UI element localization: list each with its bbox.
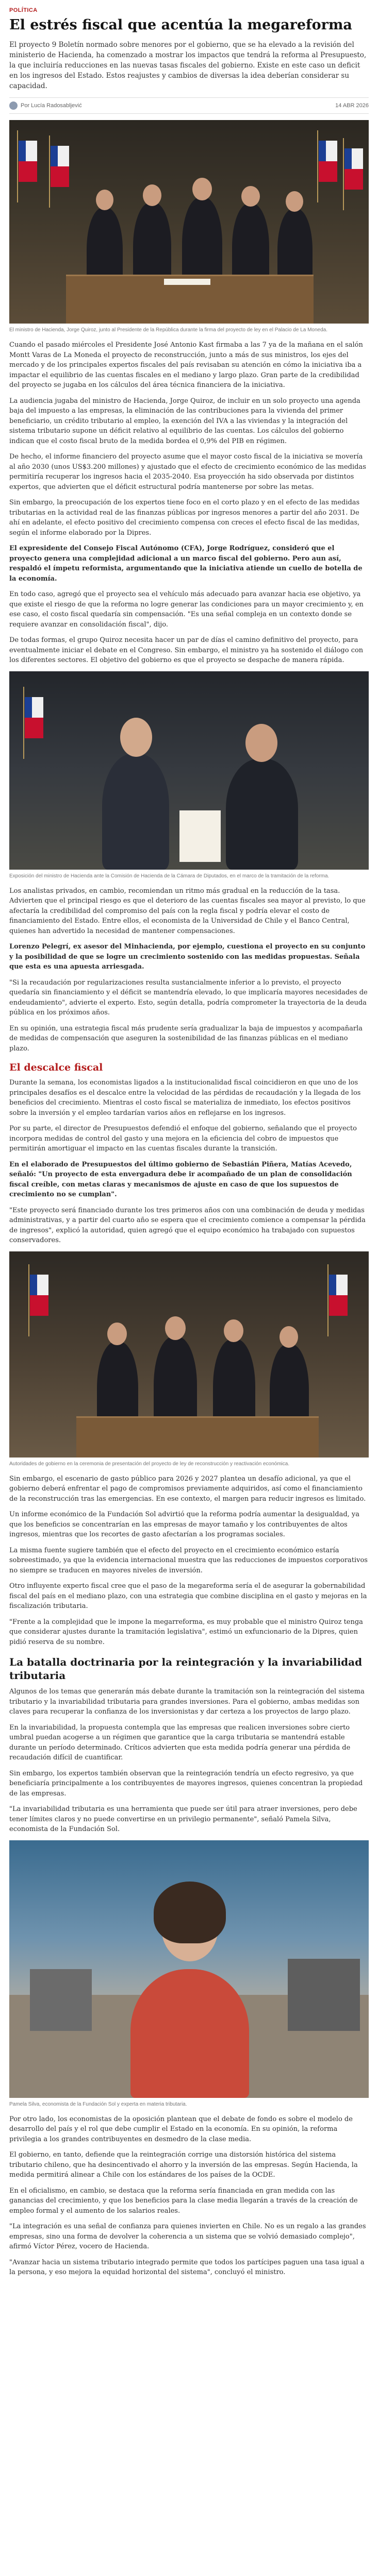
- paragraph: Otro influyente experto fiscal cree que el paso de la megareforma sería el de asegurar la gobernabilidad fiscal del país en el mediano plazo, con una estrategia que combine disciplina en el gasto y mejoras en la fiscalización tributaria.: [9, 1582, 367, 1610]
- person-head: [120, 718, 152, 757]
- author-name[interactable]: Por Lucía Radosabljević: [21, 103, 82, 109]
- chile-flag: [25, 697, 43, 759]
- person-figure: [102, 754, 169, 870]
- paragraph: Los analistas privados, en cambio, recomiendan un ritmo más gradual en la reducción de la tasa. Advierten que el principal riesgo es que el deterioro de las cuentas fiscales sea mayor al previsto, lo que afectaría la credibilidad del compromiso del país con la regla fiscal y podría elevar el costo de financiamiento del Estado. Entre ellos, el economista de la Universidad de Chile y el Banco Central, quienes han advertido la necesidad de mantener compensaciones.: [9, 887, 366, 935]
- person-head: [107, 1323, 127, 1345]
- building-shape: [288, 1959, 360, 2031]
- person-head: [286, 191, 303, 212]
- paragraph: Por su parte, el director de Presupuestos defendió el enfoque del gobierno, señalando que el proyecto incorpora medidas de control del gasto y una mejora en la eficiencia del cobro de impuestos que permitirán amortiguar el impacto en las cuentas fiscales durante la transición.: [9, 1125, 357, 1153]
- byline-author-group: [9, 101, 82, 110]
- paragraph: En el oficialismo, en cambio, se destaca que la reforma sería financiada en gran medida con las ganancias del crecimiento, y que los beneficios para la clase media llegarán a través de la creación de empleo formal y el aumento de los salarios reales.: [9, 2187, 358, 2215]
- building-shape: [30, 1969, 92, 2031]
- paragraph: El expresidente del Consejo Fiscal Autónomo (CFA), Jorge Rodríguez, consideró que el proyecto genera una complejidad adicional a un marco fiscal del gobierno. Pero aun así, respaldó el ímpetu reformista, argumentando que la iniciativa atiende un cuello de botella de la economía.: [9, 545, 363, 583]
- person-head: [245, 724, 277, 762]
- paragraph: En el elaborado de Presupuestos del último gobierno de Sebastián Piñera, Matías Acevedo, señaló: "Un proyecto de esta envergadura debe ir acompañado de un plan de consolidación fiscal creíble, con metas claras y mecanismos de ajuste en caso de que los supuestos de crecimiento no se cumplan".: [9, 1160, 352, 1198]
- chile-flag: [30, 1275, 48, 1336]
- paragraph: "La integración es una señal de confianza para quienes invierten en Chile. No es un regalo a las grandes empresas, sino una forma de devolver la coherencia a un sistema que se volvió demasiado complejo", afirmó Víctor Pérez, vocero de Hacienda.: [9, 2223, 366, 2250]
- document-paper: [179, 810, 221, 862]
- person-head: [241, 186, 260, 207]
- paragraph: En la invariabilidad, la propuesta contempla que las empresas que realicen inversiones sobre cierto umbral puedan acogerse a un régimen que garantice que la carga tributaria se mantendrá estable durante un período determinado. Críticos advierten que esta medida podría generar una pérdida de recaudación difícil de cuantificar.: [9, 1723, 351, 1761]
- person-head: [143, 184, 161, 206]
- section-label[interactable]: POLÍTICA: [9, 7, 38, 13]
- paragraph: La audiencia jugaba del ministro de Hacienda, Jorge Quiroz, de incluir en un solo proyecto una agenda baja del impuesto a las empresas, la eliminación de las contribuciones para la vivienda del primer beneficiario, un crédito tributario al empleo, la exención del IVA a las viviendas y la integración del sistema tributario supone un déficit relativo al equilibrio de las cuentas. Los cálculos del gobierno indican que el costo fiscal bruto de la medida bordea el 0,9% del PIB en régimen.: [9, 397, 360, 445]
- avatar: [9, 101, 18, 110]
- person-figure: [226, 759, 298, 870]
- photo-caption: Pamela Silva, economista de la Fundación Sol y experta en materia tributaria.: [9, 2101, 187, 2107]
- section-heading: La batalla doctrinaria por la reintegración y la invariabilidad tributaria: [9, 1656, 363, 1682]
- paragraph: "Este proyecto será financiado durante los tres primeros años con una combinación de deuda y medidas administrativas, y a partir del cuarto año se espera que el crecimiento comience a compensar la pérdida de ingresos", explicó la autoridad, quien agregó que el equipo económico ha trabajado con supuestos conservadores.: [9, 1206, 366, 1244]
- section-heading: El descalce fiscal: [9, 1062, 103, 1073]
- person-head: [96, 190, 113, 210]
- paragraph: De hecho, el informe financiero del proyecto asume que el mayor costo fiscal de la iniciativa se movería al año 2030 (unos US$3.200 millones) y ajustado que el efecto de crecimiento económico de las medidas permitiría recuperar los ingresos hacia el 2035-2040. Esa proyección ha sido observada por distintos expertos, que advierten que el déficit estructural podría mantenerse por sobre las metas.: [9, 453, 366, 491]
- photo-caption: Exposición del ministro de Hacienda ante la Comisión de Hacienda de la Cámara de Diputados, en el marco de la tramitación de la reforma.: [9, 873, 330, 879]
- hair-shape: [154, 1882, 226, 1943]
- chile-flag: [344, 148, 363, 210]
- paragraph: Sin embargo, el escenario de gasto público para 2026 y 2027 plantea un desafío adicional, ya que el gobierno deberá enfrentar el pago de compromisos previamente adquiridos, así como el financiamiento de la reconstrucción tras las emergencias. En ese contexto, el margen para reducir ingresos es limitado.: [9, 1475, 366, 1503]
- signing-table: [76, 1416, 319, 1458]
- article-title: El estrés fiscal que acentúa la megareforma: [9, 17, 352, 33]
- photo-caption: El ministro de Hacienda, Jorge Quiroz, junto al Presidente de la República durante la firma del proyecto de ley en el Palacio de La Moneda.: [9, 327, 328, 333]
- person-head: [280, 1326, 298, 1348]
- article-lead: El proyecto 9 Boletín normado sobre menores por el gobierno, que se ha elevado a la revisión del ministerio de Hacienda, ha comenzado a mostrar los impactos que tendrá la reforma al Presupuesto, la que incluiría reducciones en las nuevas tasas fiscales del gobierno. Existe en este caso un deficit en los ingresos del Estado. Estos reajustes y cambios de diversas la idea deberían considerar su capacidad.: [9, 41, 367, 90]
- photo-minister-speech: [9, 671, 369, 870]
- paragraph: De todas formas, el grupo Quiroz necesita hacer un par de días el camino definitivo del proyecto, para eventualmente iniciar el debate en el Congreso. Sin embargo, el ministro ya ha sostenido el diálogo con los diferentes sectores. El objetivo del gobierno es que el proyecto se despache de manera rápida.: [9, 636, 364, 664]
- paragraph: Lorenzo Pelegrí, ex asesor del Minhacienda, por ejemplo, cuestiona el proyecto en su conjunto y la posibilidad de que se logre un crecimiento sostenido con las medidas propuestas. Señala que esta es una apuesta arriesgada.: [9, 943, 366, 971]
- paragraph: El gobierno, en tanto, defiende que la reintegración corrige una distorsión histórica del sistema tributario chileno, que ha desincentivado el ahorro y la inversión de las empresas. Según Hacienda, la medida permitirá alinear a Chile con los estándares de los países de la OCDE.: [9, 2151, 358, 2179]
- person-figure: [130, 1969, 249, 2098]
- paragraph: Algunos de los temas que generarán más debate durante la tramitación son la reintegración del sistema tributario y la invariabilidad tributaria para grandes inversiones. Para el gobierno, ambas medidas son claves para recuperar la confianza de los inversionistas y dar certeza a los proyectos de largo plazo.: [9, 1688, 365, 1716]
- chile-flag: [19, 141, 37, 202]
- byline: [9, 97, 369, 114]
- document-paper: [164, 279, 210, 285]
- paragraph: "Frente a la complejidad que le impone la megarreforma, es muy probable que el ministro Quiroz tenga que considerar ajustes durante la tramitación legislativa", estimó un exfuncionario de la Dipres, quien pidió reserva de su nombre.: [9, 1618, 363, 1646]
- person-head: [192, 178, 212, 200]
- photo-economist-portrait: [9, 1840, 369, 2098]
- paragraph: Un informe económico de la Fundación Sol advirtió que la reforma podría aumentar la desigualdad, ya que los beneficios se concentrarían en las empresas de mayor tamaño y los contribuyentes de altos ingresos, mientras que los recortes de gasto afectarían a los programas sociales.: [9, 1511, 360, 1538]
- publish-date: 14 ABR 2026: [335, 103, 369, 109]
- chile-flag: [51, 146, 69, 208]
- photo-group-ceremony: [9, 1251, 369, 1458]
- paragraph: "Avanzar hacia un sistema tributario integrado permite que todos los partícipes paguen una tasa igual a la persona, y eso mejora la equidad horizontal del sistema", concluyó el ministro.: [9, 2258, 365, 2276]
- paragraph: La misma fuente sugiere también que el efecto del proyecto en el crecimiento económico estaría sobreestimado, ya que la evidencia internacional muestra que las reducciones de impuestos corporativos no siempre se traducen en mayores niveles de inversión.: [9, 1546, 368, 1574]
- paragraph: Por otro lado, los economistas de la oposición plantean que el debate de fondo es sobre el modelo de desarrollo del país y el rol que debe cumplir el Estado en la economía. En su opinión, la reforma privilegia a los grandes contribuyentes en desmedro de la clase media.: [9, 2115, 353, 2143]
- photo-caption: Autoridades de gobierno en la ceremonia de presentación del proyecto de ley de reconstrucción y reactivación económica.: [9, 1461, 290, 1467]
- chile-flag: [319, 141, 337, 202]
- paragraph: Sin embargo, los expertos también observan que la reintegración tendría un efecto regresivo, ya que beneficiaría principalmente a los contribuyentes de mayores ingresos, quienes concentran la propiedad de las empresas.: [9, 1769, 363, 1798]
- paragraph: Sin embargo, la preocupación de los expertos tiene foco en el corto plazo y en el efecto de las medidas tributarias en la actividad real de las finanzas públicas por ingresos menores a partir del año 2031. De ahí en adelante, el efecto positivo del crecimiento compensa con creces el efecto fiscal de las medidas, según el informe elaborado por la Dipres.: [9, 499, 360, 537]
- photo-ceremony-signing: [9, 120, 369, 324]
- paragraph: En todo caso, agregó que el proyecto sea el vehículo más adecuado para avanzar hacia ese objetivo, ya que existe el riesgo de que la reforma no logre generar las condiciones para un mayor crecimiento y, en ese caso, el costo fiscal quedaría sin compensación. "Es una señal compleja en un contexto donde se requiere avanzar en consolidación fiscal", dijo.: [9, 590, 364, 629]
- paragraph: "La invariabilidad tributaria es una herramienta que puede ser útil para atraer inversiones, pero debe tener límites claros y no puede convertirse en un privilegio permanente", señaló Pamela Silva, economista de la Fundación Sol.: [9, 1805, 357, 1833]
- paragraph: Cuando el pasado miércoles el Presidente José Antonio Kast firmaba a las 7 ya de la mañana en el salón Montt Varas de La Moneda el proyecto de reconstrucción, junto a más de sus ministros, los ejes del mercado y de los principales expertos fiscales del país revisaban su atención en cómo la iniciativa iba a impactar el equilibrio de las cuentas fiscales en el mediano y largo plazo. Gran parte de la credibilidad del proyecto se jugaba en los cálculos del área técnica financiera de la iniciativa.: [9, 341, 363, 389]
- person-head: [165, 1316, 186, 1340]
- paragraph: En su opinión, una estrategia fiscal más prudente sería gradualizar la baja de impuestos y acompañarla de medidas de compensación que aseguren la sostenibilidad de las finanzas públicas en el mediano plazo.: [9, 1024, 363, 1053]
- person-head: [224, 1319, 243, 1342]
- paragraph: "Si la recaudación por regularizaciones resulta sustancialmente inferior a lo previsto, el proyecto quedaría sin financiamiento y el déficit se mantendría elevado, lo que implicaría mayores necesidades de endeudamiento", advierte el experto. Esto, según detalla, podría comprometer la trayectoria de la deuda pública en los próximos años.: [9, 978, 368, 1016]
- chile-flag: [329, 1275, 348, 1336]
- paragraph: Durante la semana, los economistas ligados a la institucionalidad fiscal coincidieron en que uno de los principales desafíos es el descalce entre la velocidad de las pérdidas de recaudación y la llegada de los beneficios del crecimiento. Mientras el costo fiscal se materializa de inmediato, los efectos positivos sobre la inversión y el empleo tardarían varios años en reflejarse en los ingresos.: [9, 1079, 361, 1117]
